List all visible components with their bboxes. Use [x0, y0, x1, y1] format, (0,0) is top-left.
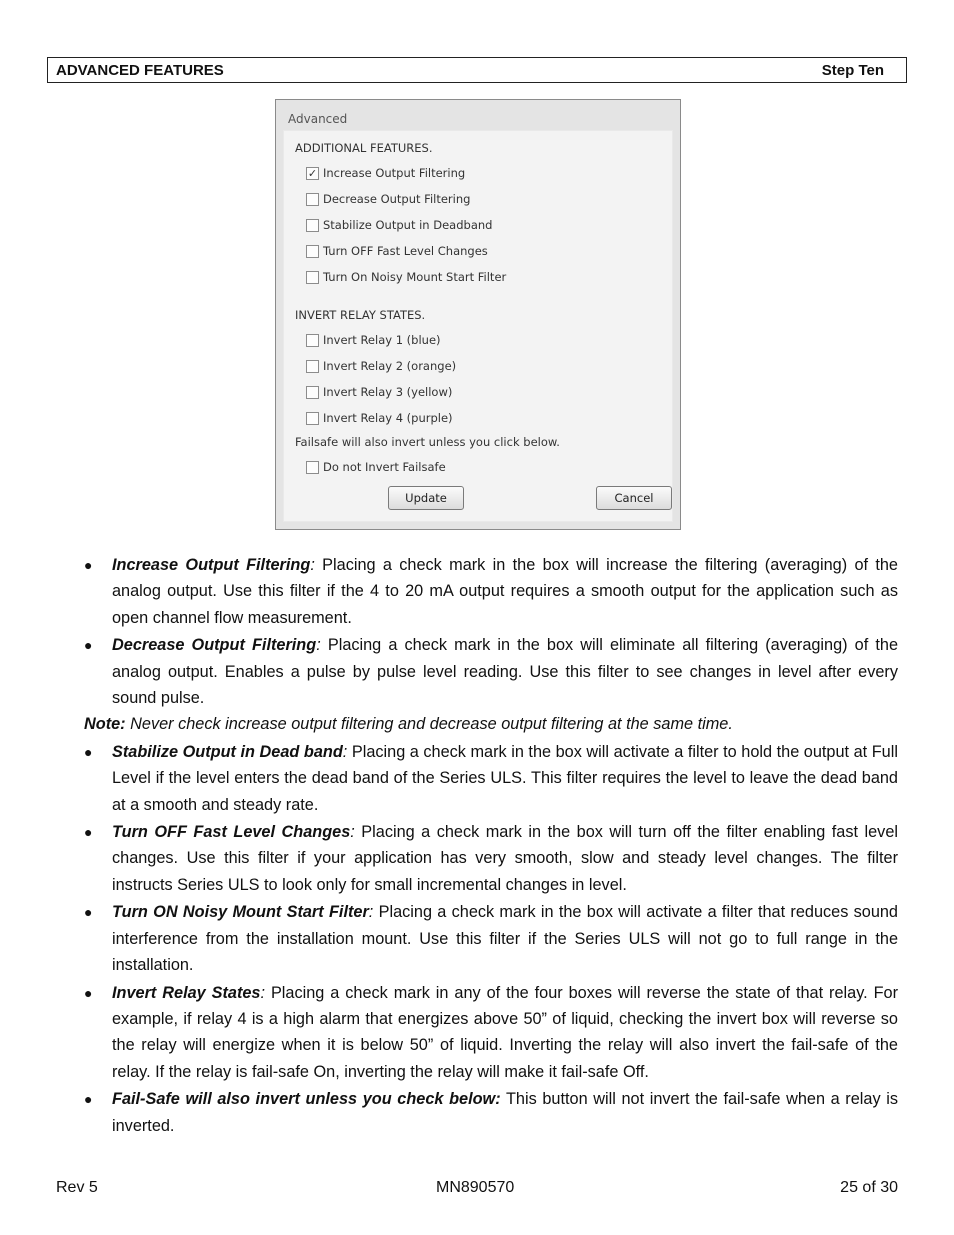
- item-term: Turn OFF Fast Level Changes: [112, 823, 351, 842]
- list-item: [84, 980, 898, 1086]
- item-term: Invert Relay States: [112, 983, 261, 1002]
- dialog-title: Advanced: [288, 112, 348, 126]
- note-text: Never check increase output filtering and decrease output filtering at the same time.: [125, 715, 733, 734]
- dialog-body: [283, 130, 673, 522]
- checkbox-noisy-mount-filter[interactable]: [306, 269, 506, 285]
- bullet-icon: ●: [84, 637, 93, 654]
- checkbox-invert-relay-1[interactable]: [306, 332, 441, 348]
- item-text: Placing a check mark in any of the four boxes will reverse the state of that relay. For example, if relay 4 is a high alarm that energizes above 50” of liquid, checking the invert box will reverse so the relay will energize when it is below 50” of liquid. Inverting the relay will also invert the fail-safe of the relay. If the relay is fail-safe On, inverting the relay will make it fail-safe Off.: [112, 983, 899, 1081]
- item-sep: :: [310, 556, 315, 574]
- checkbox-box[interactable]: [306, 360, 319, 373]
- checkbox-invert-relay-4[interactable]: [306, 410, 453, 426]
- checkbox-box[interactable]: [306, 271, 319, 284]
- checkbox-box[interactable]: [306, 219, 319, 232]
- checkbox-label: Invert Relay 2 (orange): [323, 359, 457, 373]
- checkbox-invert-relay-3[interactable]: [306, 384, 452, 400]
- item-term: Fail-Safe will also invert unless you check below:: [112, 1090, 501, 1109]
- step-label: Step Ten: [821, 61, 884, 79]
- advanced-dialog-screenshot: [275, 99, 681, 530]
- invert-relay-label: INVERT RELAY STATES.: [295, 308, 426, 322]
- additional-features-label: ADDITIONAL FEATURES.: [295, 141, 433, 155]
- item-sep: :: [350, 823, 355, 842]
- item-term: Increase Output Filtering: [112, 556, 311, 574]
- checkbox-do-not-invert-failsafe[interactable]: [306, 459, 446, 475]
- item-text: Placing a check mark in the box will turn off the filter enabling fast level changes. Use this filter if your application has very smooth, slow and steady level changes. The filter instructs Series ULS to look only for small incremental changes in level.: [112, 823, 898, 894]
- bullet-icon: ●: [84, 743, 93, 760]
- list-item: [84, 632, 898, 711]
- checkbox-box[interactable]: [306, 386, 319, 399]
- checkbox-label: Invert Relay 1 (blue): [323, 333, 441, 347]
- checkbox-decrease-output-filtering[interactable]: [306, 191, 470, 207]
- item-term: Decrease Output Filtering: [112, 636, 317, 655]
- bullet-icon: ●: [84, 904, 93, 921]
- checkbox-label: Do not Invert Failsafe: [323, 460, 446, 474]
- checkbox-stabilize-output[interactable]: [306, 217, 492, 233]
- page-footer: [56, 1179, 898, 1201]
- item-text: Placing a check mark in the box will increase the filtering (averaging) of the analog output. Use this filter if the 4 to 20 mA output requires a smooth output for the application such as open channel flow measurement.: [112, 556, 898, 627]
- failsafe-note: Failsafe will also invert unless you click below.: [295, 435, 560, 449]
- bullet-icon: ●: [84, 1091, 93, 1108]
- cancel-button[interactable]: Cancel: [596, 486, 672, 510]
- checkbox-box[interactable]: ✓: [307, 166, 318, 180]
- bullet-icon: ●: [84, 824, 93, 841]
- item-term: Turn ON Noisy Mount Start Filter: [112, 903, 369, 922]
- list-item: [84, 739, 898, 818]
- checkbox-box[interactable]: [306, 193, 319, 206]
- item-term: Stabilize Output in Dead band: [112, 742, 343, 761]
- list-item: [84, 552, 898, 631]
- item-text: Placing a check mark in the box will activate a filter to hold the output at Full Level if the level enters the dead band of the Series ULS. This filter requires the level to leave the dead band at a smooth and steady rate.: [112, 742, 898, 814]
- checkbox-box[interactable]: [306, 412, 319, 425]
- checkbox-turn-off-fast-level[interactable]: [306, 243, 488, 259]
- checkbox-label: Stabilize Output in Deadband: [323, 218, 493, 232]
- checkbox-label: Turn On Noisy Mount Start Filter: [323, 270, 507, 284]
- checkbox-label: Increase Output Filtering: [323, 166, 466, 180]
- item-text: Placing a check mark in the box will eliminate all filtering (averaging) of the analog output. Enables a pulse by pulse level reading. Use this filter to see changes in level after every sound pulse.: [112, 636, 898, 708]
- item-sep: :: [316, 636, 321, 655]
- note-label: Note:: [84, 715, 126, 734]
- checkbox-label: Decrease Output Filtering: [323, 192, 471, 206]
- list-item: [84, 819, 898, 898]
- item-text: This button will not invert the fail-safe when a relay is inverted.: [112, 1090, 898, 1135]
- checkbox-label: Invert Relay 4 (purple): [323, 411, 453, 425]
- note-line: [84, 711, 898, 737]
- bullet-icon: ●: [84, 557, 93, 573]
- checkbox-box[interactable]: [306, 245, 319, 258]
- list-item: [84, 1086, 898, 1139]
- item-sep: :: [342, 742, 348, 761]
- body-text: [84, 552, 898, 1139]
- bullet-icon: ●: [84, 984, 93, 1001]
- section-header: [47, 57, 907, 83]
- checkbox-box[interactable]: [306, 334, 319, 347]
- checkbox-increase-output-filtering[interactable]: [306, 165, 465, 181]
- footer-revision: Rev 5: [56, 1179, 98, 1196]
- item-sep: :: [260, 983, 266, 1002]
- checkbox-invert-relay-2[interactable]: [306, 358, 456, 374]
- footer-doc-number: MN890570: [436, 1179, 515, 1196]
- update-button[interactable]: Update: [388, 486, 464, 510]
- checkbox-box[interactable]: [306, 461, 319, 474]
- footer-page-number: 25 of 30: [840, 1179, 898, 1196]
- section-title: ADVANCED FEATURES: [56, 61, 224, 79]
- checkbox-label: Invert Relay 3 (yellow): [323, 385, 453, 399]
- item-text: Placing a check mark in the box will activate a filter that reduces sound interference from the installation mount. Use this filter if the Series ULS will not go to full range in the installation.: [112, 903, 898, 975]
- item-sep: :: [368, 903, 374, 922]
- list-item: [84, 899, 898, 978]
- checkbox-label: Turn OFF Fast Level Changes: [323, 244, 488, 258]
